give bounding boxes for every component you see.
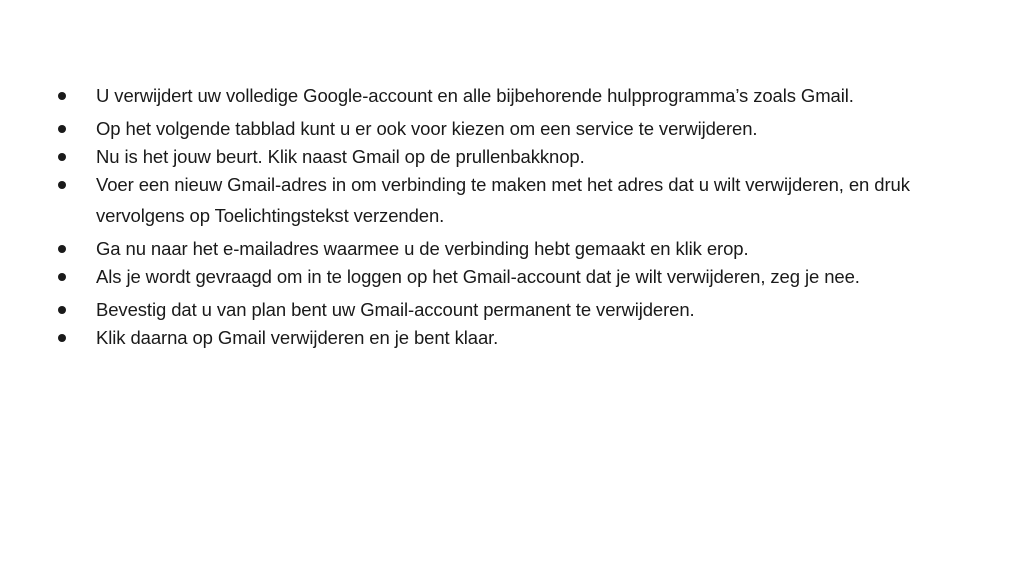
list-item bbox=[54, 322, 984, 353]
list-item-text: Voer een nieuw Gmail-adres in om verbinding te maken met het adres dat u wilt verwijderen, en druk vervolgens op Toelichtingstekst verzenden. bbox=[96, 174, 910, 226]
list-item bbox=[54, 80, 984, 111]
list-item-text: Op het volgende tabblad kunt u er ook voor kiezen om een service te verwijderen. bbox=[96, 118, 758, 139]
bullet-icon bbox=[58, 306, 66, 314]
list-item bbox=[54, 294, 984, 325]
list-item bbox=[54, 261, 984, 292]
bullet-icon bbox=[58, 92, 66, 100]
list-item-text: Ga nu naar het e-mailadres waarmee u de verbinding hebt gemaakt en klik erop. bbox=[96, 238, 749, 259]
list-item-text: Als je wordt gevraagd om in te loggen op het Gmail-account dat je wilt verwijderen, zeg je nee. bbox=[96, 266, 860, 287]
list-item-text: Nu is het jouw beurt. Klik naast Gmail op de prullenbakknop. bbox=[96, 146, 585, 167]
bullet-icon bbox=[58, 273, 66, 281]
list-item bbox=[54, 113, 984, 144]
list-item bbox=[54, 233, 984, 264]
bullet-icon bbox=[58, 181, 66, 189]
bullet-icon bbox=[58, 245, 66, 253]
list-item bbox=[54, 141, 984, 172]
bullet-icon bbox=[58, 153, 66, 161]
bullet-icon bbox=[58, 125, 66, 133]
list-item-text: Klik daarna op Gmail verwijderen en je bent klaar. bbox=[96, 327, 499, 348]
list-item bbox=[54, 169, 984, 231]
bullet-icon bbox=[58, 334, 66, 342]
list-item-text: U verwijdert uw volledige Google-account en alle bijbehorende hulpprogramma’s zoals Gmail. bbox=[96, 85, 854, 106]
list-item-text: Bevestig dat u van plan bent uw Gmail-account permanent te verwijderen. bbox=[96, 299, 695, 320]
instruction-list bbox=[54, 80, 984, 355]
